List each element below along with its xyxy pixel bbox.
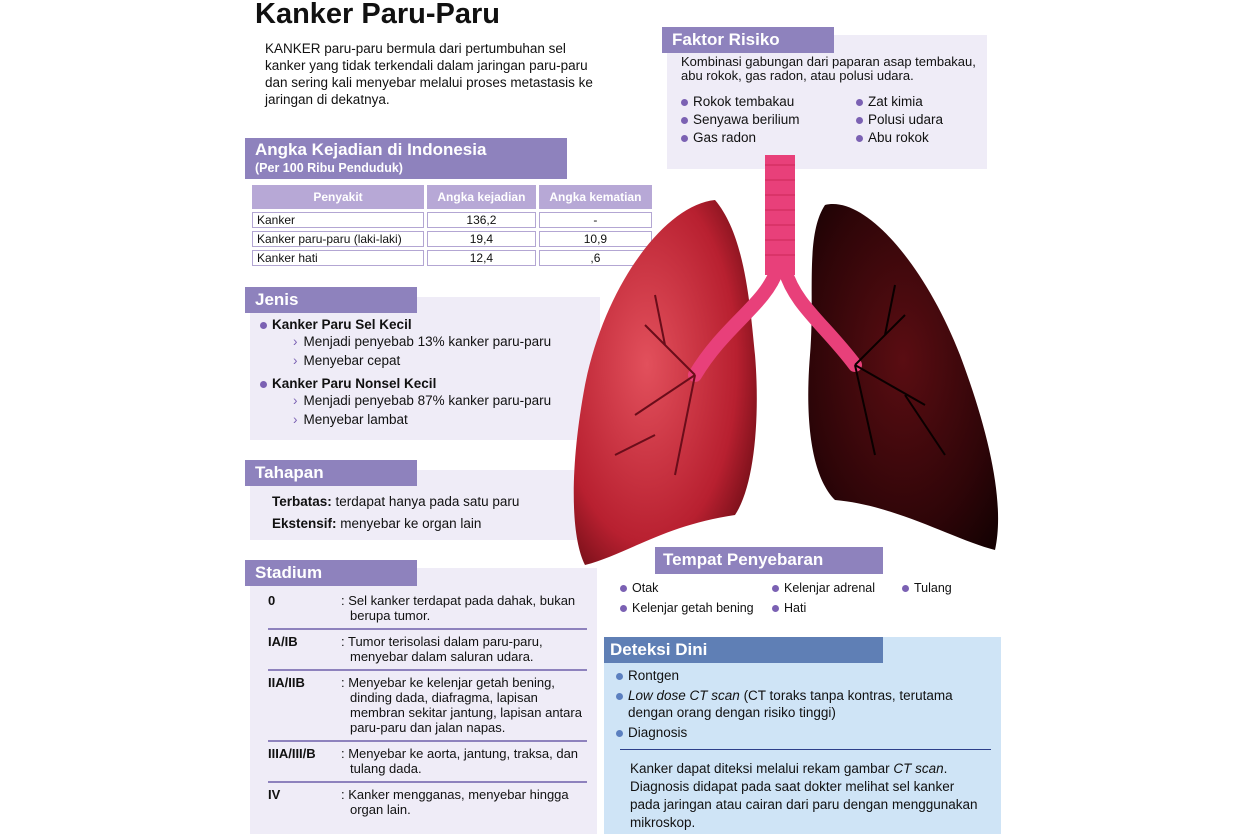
cell: 10,9 xyxy=(539,231,652,247)
faktor-panel xyxy=(667,35,987,169)
penyebaran-item: Tulang xyxy=(902,581,980,595)
stadium-row: IA/IB : Tumor terisolasi dalam paru-paru, menyebar dalam saluran udara. xyxy=(268,630,587,671)
col-header: Penyakit xyxy=(252,185,424,209)
jenis-header: Jenis xyxy=(245,287,417,313)
type-point: › Menyebar cepat xyxy=(293,353,401,368)
cell: Kanker paru-paru (laki-laki) xyxy=(252,231,424,247)
deteksi-item: Rontgen xyxy=(616,667,991,684)
type-point: › Menjadi penyebab 87% kanker paru-paru xyxy=(293,393,552,408)
faktor-item: Gas radon xyxy=(681,129,856,147)
cell: - xyxy=(539,212,652,228)
cell: 136,2 xyxy=(427,212,536,228)
penyebaran-list xyxy=(620,581,980,615)
stadium-row: IIIA/III/B : Menyebar ke aorta, jantung, traksa, dan tulang dada. xyxy=(268,742,587,783)
deteksi-note: Kanker dapat diteksi melalui rekam gambar CT scan. Diagnosis didapat pada saat dokter melihat sel kanker pada jaringan atau cairan dari paru dengan menggunakan mikroskop. xyxy=(620,749,991,832)
tahapan-header: Tahapan xyxy=(245,460,417,486)
type-heading: Kanker Paru Sel Kecil xyxy=(260,317,600,332)
angka-header xyxy=(245,138,567,179)
stadium-header: Stadium xyxy=(245,560,417,586)
lungs-illustration xyxy=(565,155,1015,575)
tahapan-item: Terbatas: terdapat hanya pada satu paru xyxy=(272,494,520,509)
deteksi-item: Low dose CT scan (CT toraks tanpa kontras, terutama dengan orang dengan risiko tinggi) xyxy=(616,687,991,721)
stadium-row: 0 : Sel kanker terdapat pada dahak, bukan berupa tumor. xyxy=(268,589,587,630)
penyebaran-item: Hati xyxy=(772,601,902,615)
type-point: › Menjadi penyebab 13% kanker paru-paru xyxy=(293,334,552,349)
faktor-item: Polusi udara xyxy=(856,111,977,129)
deteksi-panel xyxy=(604,637,1001,834)
type-heading: Kanker Paru Nonsel Kecil xyxy=(260,376,600,391)
chevron-right-icon: › xyxy=(293,353,298,368)
penyebaran-item: Kelenjar adrenal xyxy=(772,581,902,595)
right-lung xyxy=(808,204,998,550)
page-title: Kanker Paru-Paru xyxy=(255,0,500,30)
faktor-desc: Kombinasi gabungan dari paparan asap tembakau, abu rokok, gas radon, atau polusi udara. xyxy=(681,54,976,83)
trachea xyxy=(765,155,795,275)
penyebaran-item: Otak xyxy=(620,581,772,595)
faktor-item: Rokok tembakau xyxy=(681,93,856,111)
cell: 19,4 xyxy=(427,231,536,247)
cell: Kanker hati xyxy=(252,250,424,266)
left-lung xyxy=(574,200,757,565)
deteksi-header: Deteksi Dini xyxy=(604,637,883,663)
col-header: Angka kejadian xyxy=(427,185,536,209)
cell: Kanker xyxy=(252,212,424,228)
angka-subtitle: (Per 100 Ribu Penduduk) xyxy=(255,161,403,175)
bullet-icon xyxy=(260,322,267,329)
jenis-panel xyxy=(250,297,600,440)
cell: ,6 xyxy=(539,250,652,266)
faktor-item: Zat kimia xyxy=(856,93,977,111)
tahapan-item: Ekstensif: menyebar ke organ lain xyxy=(272,516,482,531)
faktor-item: Abu rokok xyxy=(856,129,977,147)
chevron-right-icon: › xyxy=(293,334,298,349)
faktor-item: Senyawa berilium xyxy=(681,111,856,129)
cell: 12,4 xyxy=(427,250,536,266)
intro-text: KANKER paru-paru bermula dari pertumbuhan sel kanker yang tidak terkendali dalam jaringan paru-paru dan sering kali menyebar melalui proses metastasis ke jaringan di dekatnya. xyxy=(265,41,593,107)
deteksi-item: Diagnosis xyxy=(616,724,991,741)
chevron-right-icon: › xyxy=(293,412,298,427)
penyebaran-header: Tempat Penyebaran xyxy=(655,547,883,574)
angka-title: Angka Kejadian di Indonesia xyxy=(255,140,487,159)
penyebaran-item: Kelenjar getah bening xyxy=(620,601,772,615)
faktor-header: Faktor Risiko xyxy=(662,27,834,53)
col-header: Angka kematian xyxy=(539,185,652,209)
stadium-row: IV : Kanker mengganas, menyebar hingga organ lain. xyxy=(268,787,569,817)
stadium-row: IIA/IIB : Menyebar ke kelenjar getah bening, dinding dada, diafragma, lapisan membran sekitar jantung, lapisan antara paru-paru dan jalan napas. xyxy=(268,671,587,742)
type-point: › Menyebar lambat xyxy=(293,412,408,427)
stadium-panel xyxy=(250,568,597,834)
bullet-icon xyxy=(260,381,267,388)
chevron-right-icon: › xyxy=(293,393,298,408)
